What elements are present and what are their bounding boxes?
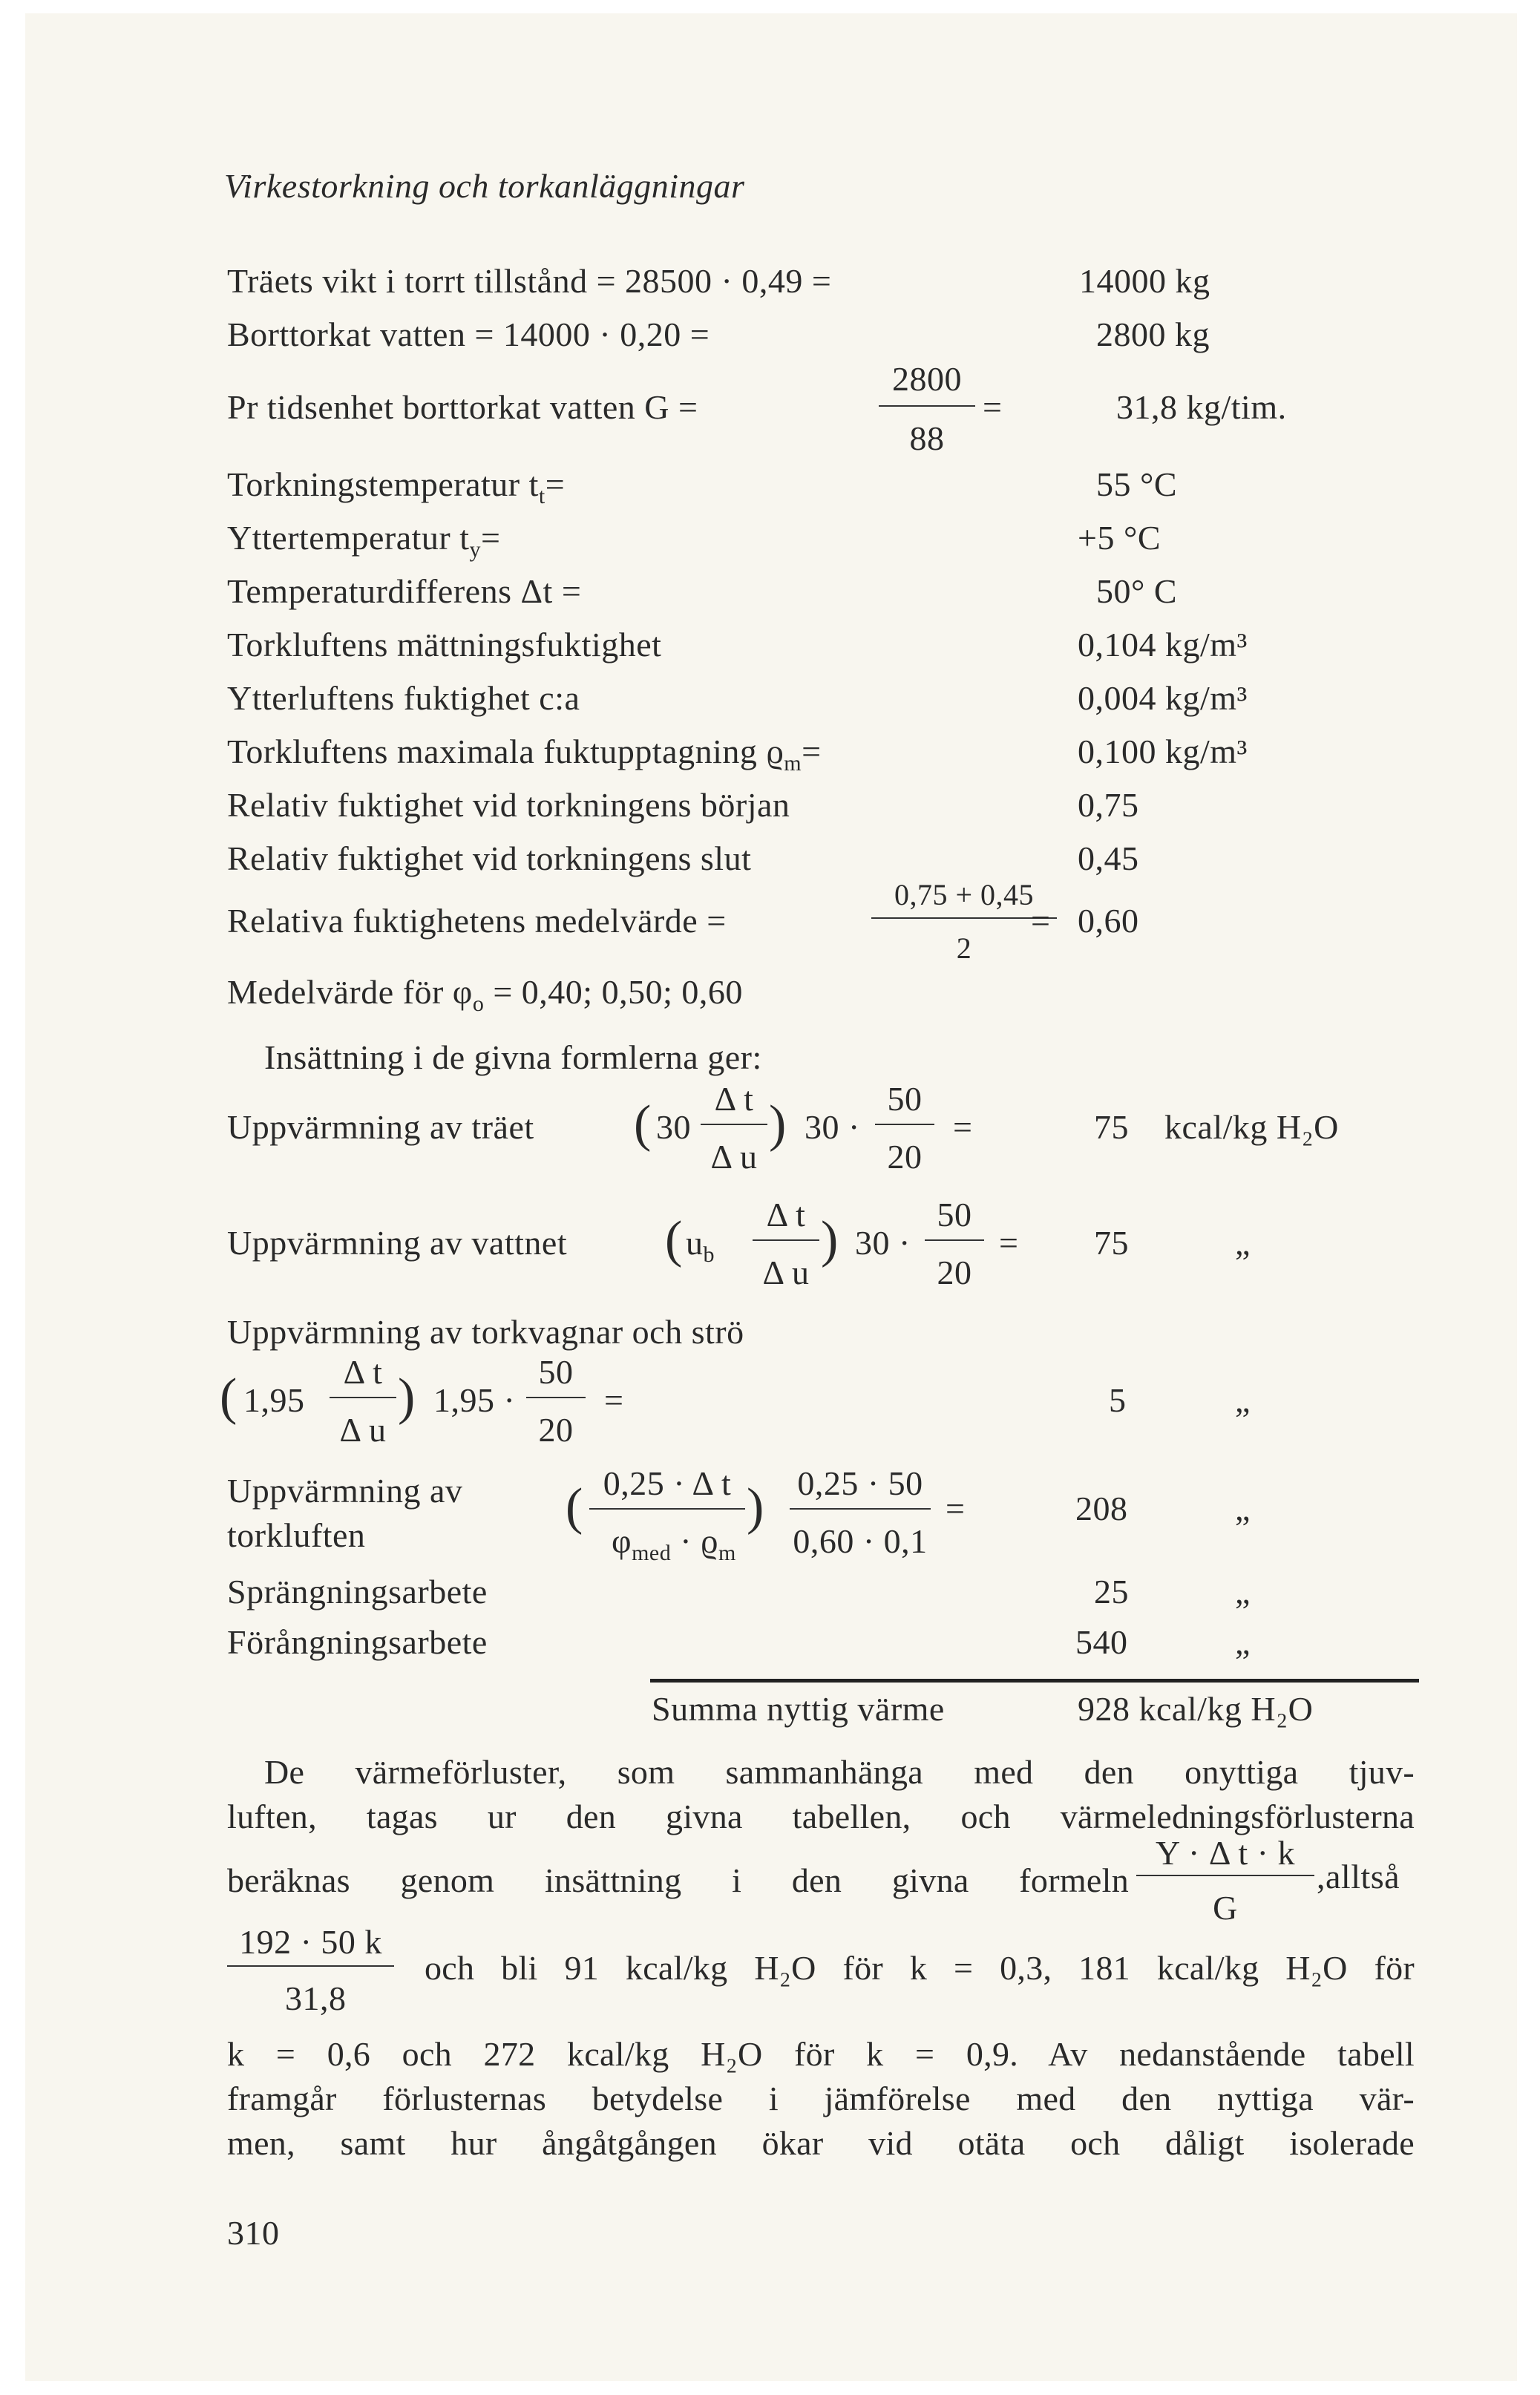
heat-water-num: Δ t xyxy=(766,1196,806,1233)
para-formula-2-num: 192 · 50 k xyxy=(239,1923,382,1961)
row-rate-equals: = xyxy=(983,388,1003,426)
row-dry-weight-value: 14000 kg xyxy=(1079,262,1210,300)
insert-heading: Insättning i de givna formlerna ger: xyxy=(264,1038,762,1076)
heat-carts-coef: 1,95 xyxy=(243,1381,305,1419)
heat-air-paren-open: ( xyxy=(566,1478,583,1536)
heat-evap-label: Förångningsarbete xyxy=(227,1623,488,1661)
para-line-1: De värmeförluster, som sammanhänga med den onyttiga tjuv- xyxy=(264,1753,1415,1791)
row-rh-mean-value: 0,60 xyxy=(1078,902,1139,940)
heat-carts-mult: 1,95 · xyxy=(433,1381,516,1419)
heat-wood-mult: 30 · xyxy=(805,1108,860,1146)
sum-value: 928 kcal/kg H₂O xyxy=(1078,1690,1314,1728)
heat-water-mult: 30 · xyxy=(855,1224,911,1262)
row-outer-temp-label: Yttertemperatur $t_y=$ xyxy=(227,519,501,563)
row-outer-temp-value: +5 °C xyxy=(1078,519,1161,557)
heat-wood-equals: = xyxy=(953,1108,973,1146)
heat-water-coef: $u_b$ xyxy=(686,1224,715,1268)
heat-carts-fnum: 50 xyxy=(538,1353,574,1391)
heat-carts-value: 5 xyxy=(1109,1381,1127,1419)
row-max-uptake-label: Torkluftens maximala fuktupptagning $ϱ_m=$ xyxy=(227,733,822,776)
heat-wood-line xyxy=(701,1124,767,1125)
para-line-2: luften, tagas ur den givna tabellen, och värmeledningsförlusterna xyxy=(227,1798,1415,1835)
heat-wood-paren-close: ) xyxy=(769,1095,787,1153)
heat-water-fnum: 50 xyxy=(937,1196,972,1233)
para-line-6: framgår förlusternas betydelse i jämförelse med den nyttiga vär- xyxy=(227,2080,1415,2117)
heat-split-label: Sprängningsarbete xyxy=(227,1573,488,1611)
heat-wood-value: 75 xyxy=(1094,1108,1129,1146)
heat-split-value: 25 xyxy=(1094,1573,1129,1611)
heat-carts-paren-close: ) xyxy=(398,1369,416,1426)
heat-air-value: 208 xyxy=(1075,1490,1128,1527)
heat-air-line xyxy=(589,1508,745,1510)
heat-carts-equals: = xyxy=(604,1381,624,1419)
heat-water-den: Δ u xyxy=(762,1254,810,1291)
row-rate-numerator: 2800 xyxy=(892,360,962,398)
sum-label: Summa nyttig värme xyxy=(652,1690,945,1728)
heat-water-value: 75 xyxy=(1094,1224,1129,1262)
row-rh-mean-equals: = xyxy=(1031,902,1051,940)
para-formula-1-den: G xyxy=(1213,1889,1238,1927)
row-outer-humidity-label: Ytterluftens fuktighet c:a xyxy=(227,679,580,717)
book-page xyxy=(25,13,1517,2381)
para-formula-2-den: 31,8 xyxy=(285,1979,347,2017)
row-temp-diff-label: Temperaturdifferens Δt = xyxy=(227,572,582,610)
heat-wood-coef: 30 xyxy=(656,1108,691,1146)
heat-carts-fden: 20 xyxy=(538,1411,574,1449)
heat-evap-value: 540 xyxy=(1075,1623,1128,1661)
para-formula-1-num: Y · Δ t · k xyxy=(1156,1834,1295,1872)
row-rate-label: Pr tidsenhet borttorkat vatten G = xyxy=(227,388,698,426)
page-number: 310 xyxy=(227,2214,280,2252)
heat-water-fden: 20 xyxy=(937,1254,972,1291)
running-head: Virkestorkning och torkanläggningar xyxy=(224,167,745,205)
heat-wood-fnum: 50 xyxy=(887,1080,923,1118)
para-line-7: men, samt hur ångåtgången ökar vid otäta och dåligt isolerade xyxy=(227,2124,1415,2162)
heat-air-fden: 0,60 · 0,1 xyxy=(793,1522,928,1560)
row-rh-mean-denominator: 2 xyxy=(956,931,972,965)
heat-split-unit: „ xyxy=(1235,1573,1251,1611)
row-rh-end-label: Relativ fuktighet vid torkningens slut xyxy=(227,839,752,877)
para-line-3: beräknas genom insättning i den givna formeln xyxy=(227,1861,1129,1899)
heat-water-paren-open: ( xyxy=(665,1211,683,1268)
row-dry-weight-label: Träets vikt i torrt tillstånd = 28500 · 0,49 = xyxy=(227,262,832,300)
heat-carts-fline xyxy=(526,1397,586,1398)
row-removed-water-label: Borttorkat vatten = 14000 · 0,20 = xyxy=(227,315,710,353)
row-outer-humidity-value: 0,004 kg/m³ xyxy=(1078,679,1248,717)
row-phi-values: Medelvärde för $\varphi_o = 0,40$; 0,50; 0,60 xyxy=(227,973,743,1017)
para-formula-2-line xyxy=(227,1965,394,1967)
heat-water-paren-close: ) xyxy=(821,1211,839,1268)
row-dry-temp-label: Torkningstemperatur $t_t=$ xyxy=(227,465,566,509)
heat-water-line xyxy=(753,1239,819,1241)
heat-carts-num: Δ t xyxy=(343,1353,383,1391)
heat-wood-num: Δ t xyxy=(714,1080,754,1118)
heat-water-unit: „ xyxy=(1235,1224,1251,1262)
row-dry-temp-value: 55 °C xyxy=(1096,465,1178,503)
para-formula-1-line xyxy=(1136,1875,1314,1876)
heat-water-equals: = xyxy=(999,1224,1019,1262)
heat-air-label-1: Uppvärmning av xyxy=(227,1472,463,1510)
sum-rule xyxy=(650,1679,1419,1683)
heat-air-num: 0,25 · Δ t xyxy=(603,1464,732,1502)
heat-carts-paren-open: ( xyxy=(220,1369,237,1426)
row-rh-start-label: Relativ fuktighet vid torkningens början xyxy=(227,786,790,824)
heat-carts-den: Δ u xyxy=(339,1411,387,1449)
heat-wood-fline xyxy=(875,1124,934,1125)
row-rh-end-value: 0,45 xyxy=(1078,839,1139,877)
heat-evap-unit: „ xyxy=(1235,1623,1251,1661)
row-saturation-value: 0,104 kg/m³ xyxy=(1078,626,1248,664)
heat-wood-paren-open: ( xyxy=(634,1095,652,1153)
row-temp-diff-value: 50° C xyxy=(1096,572,1178,610)
heat-air-label-2: torkluften xyxy=(227,1516,366,1554)
heat-air-unit: „ xyxy=(1235,1490,1251,1527)
heat-air-paren-close: ) xyxy=(747,1478,764,1536)
heat-water-label: Uppvärmning av vattnet xyxy=(227,1224,568,1262)
para-formula-1-after: ,alltså xyxy=(1317,1858,1400,1896)
heat-air-fnum: 0,25 · 50 xyxy=(797,1464,923,1502)
heat-wood-den: Δ u xyxy=(710,1138,758,1176)
row-saturation-label: Torkluftens mättningsfuktighet xyxy=(227,626,662,664)
heat-wood-unit: kcal/kg H₂O xyxy=(1164,1108,1339,1146)
para-line-4: och bli 91 kcal/kg H₂O för k = 0,3, 181 kcal/kg H₂O för xyxy=(425,1949,1415,1987)
heat-carts-unit: „ xyxy=(1235,1381,1251,1419)
row-rh-mean-label: Relativa fuktighetens medelvärde = xyxy=(227,902,727,940)
row-rh-mean-numerator: 0,75 + 0,45 xyxy=(894,878,1035,911)
row-rate-value: 31,8 kg/tim. xyxy=(1116,388,1287,426)
heat-air-fline xyxy=(790,1508,931,1510)
row-rate-fraction-line xyxy=(879,405,975,407)
heat-carts-line xyxy=(330,1397,396,1398)
heat-wood-fden: 20 xyxy=(887,1138,923,1176)
row-max-uptake-value: 0,100 kg/m³ xyxy=(1078,733,1248,770)
para-line-5: k = 0,6 och 272 kcal/kg H₂O för k = 0,9. Av nedanstående tabell xyxy=(227,2035,1415,2073)
row-rh-mean-fraction-line xyxy=(871,917,1057,919)
row-rate-denominator: 88 xyxy=(909,419,945,457)
heat-air-equals: = xyxy=(946,1490,966,1527)
heat-water-fline xyxy=(925,1239,984,1241)
row-removed-water-value: 2800 kg xyxy=(1096,315,1210,353)
row-rh-start-value: 0,75 xyxy=(1078,786,1139,824)
heat-wood-label: Uppvärmning av träet xyxy=(227,1108,534,1146)
heat-carts-label: Uppvärmning av torkvagnar och strö xyxy=(227,1313,744,1351)
heat-air-den: $\varphi_{med} \cdot ϱ_m$ xyxy=(612,1522,736,1566)
